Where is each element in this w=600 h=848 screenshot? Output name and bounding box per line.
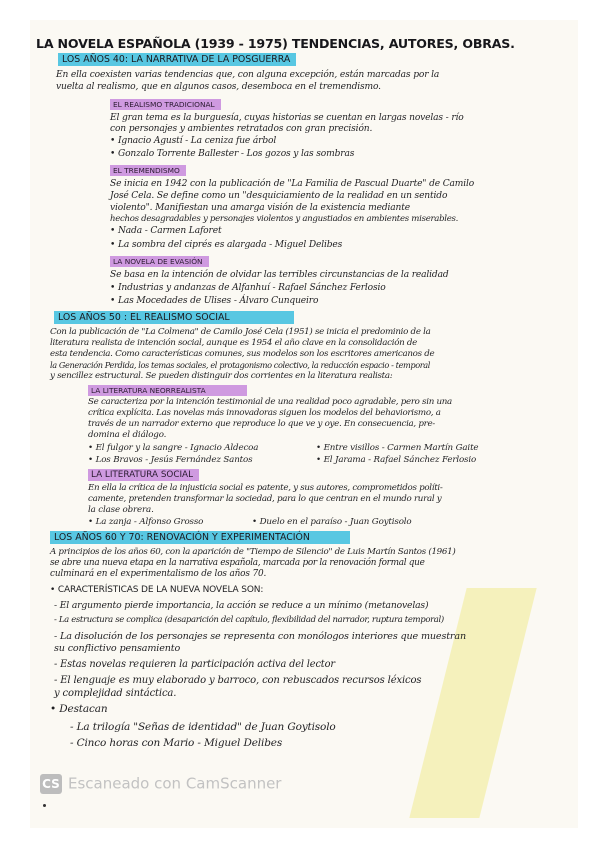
text-line: se abre una nueva etapa en la narrativa española, marcada por la renovación formal que <box>50 558 425 568</box>
features-heading: • CARACTERÍSTICAS DE LA NUEVA NOVELA SON: <box>50 585 264 595</box>
list-item: • Industrias y andanzas de Alfanhuí - Rafael Sánchez Ferlosio <box>110 283 386 293</box>
ink-dot <box>43 804 46 807</box>
subheading-tremendismo: EL TREMENDISMO <box>110 165 186 176</box>
camscanner-logo-icon: CS <box>40 774 62 794</box>
list-item: - Estas novelas requieren la participación activa del lector <box>54 659 335 670</box>
text-line: En ella coexisten varias tendencias que, con alguna excepción, están marcadas por la <box>56 70 440 80</box>
text-line: con personajes y ambientes retratados con gran precisión. <box>110 124 373 134</box>
subheading-literatura-neorrealista: LA LITERATURA NEORREALISTA <box>88 385 247 396</box>
list-item: • El fulgor y la sangre - Ignacio Aldecoa <box>88 443 259 453</box>
subheading-novela-evasion: LA NOVELA DE EVASIÓN <box>110 256 209 267</box>
list-item: • El Jarama - Rafael Sánchez Ferlosio <box>316 455 477 465</box>
text-line: través de un narrador externo que reproduce lo que ve y oye. En consecuencia, pre- <box>88 419 435 429</box>
list-item: • Nada - Carmen Laforet <box>110 226 222 236</box>
text-line: José Cela. Se define como un "desquiciamiento de la realidad en un sentido <box>110 191 448 201</box>
list-item: - El argumento pierde importancia, la acción se reduce a un mínimo (metanovelas) <box>54 600 429 611</box>
watermark-text: Escaneado con CamScanner <box>68 774 282 793</box>
subheading-realismo-tradicional: EL REALISMO TRADICIONAL <box>110 99 221 110</box>
section-heading-60s-70s: LOS AÑOS 60 Y 70: RENOVACIÓN Y EXPERIMENTACIÓN <box>50 531 350 544</box>
list-item: - La disolución de los personajes se representa con monólogos interiores que muestran <box>54 631 466 642</box>
list-item: - El lenguaje es muy elaborado y barroco, con rebuscados recursos léxicos <box>54 675 422 686</box>
list-item: - La estructura se complica (desaparición del capítulo, flexibilidad del narrador, ruptura temporal) <box>54 615 444 625</box>
section-heading-50s: LOS AÑOS 50 : EL REALISMO SOCIAL <box>54 311 294 324</box>
text-line: hechos desagradables y personajes violentos y angustiados en ambientes miserables. <box>110 214 459 224</box>
text-line: culminará en el experimentalismo de los años 70. <box>50 569 267 579</box>
notebook-page <box>30 20 578 828</box>
text-line: vuelta al realismo, que en algunos casos, desemboca en el tremendismo. <box>56 82 381 92</box>
list-item: - La trilogía "Señas de identidad" de Juan Goytisolo <box>70 721 336 733</box>
highlights-heading: • Destacan <box>50 703 108 715</box>
text-line: Se basa en la intención de olvidar las terribles circunstancias de la realidad <box>110 270 449 280</box>
section-heading-40s: LOS AÑOS 40: LA NARRATIVA DE LA POSGUERRA <box>58 53 296 66</box>
text-line: y sencillez estructural. Se pueden distinguir dos corrientes en la literatura realista: <box>50 371 393 381</box>
page-title: LA NOVELA ESPAÑOLA (1939 - 1975) TENDENCIAS, AUTORES, OBRAS. <box>36 36 515 51</box>
text-line: literatura realista de intención social, aunque es 1954 el año clave en la consolidación de <box>50 338 418 348</box>
list-item: • Ignacio Agustí - La ceniza fue árbol <box>110 136 277 146</box>
list-item: • Duelo en el paraíso - Juan Goytisolo <box>252 517 412 527</box>
camscanner-watermark <box>40 774 281 794</box>
text-line: En ella la crítica de la injusticia social es patente, y sus autores, comprometidos políti- <box>88 483 443 493</box>
text-line: Con la publicación de "La Colmena" de Camilo José Cela (1951) se inicia el predominio de la <box>50 327 431 337</box>
text-line: Se caracteriza por la intención testimonial de una realidad poco agradable, pero sin una <box>88 397 452 407</box>
text-line: A principios de los años 60, con la aparición de "Tiempo de Silencio" de Luis Martín Santos (1961) <box>50 547 456 557</box>
text-line: Se inicia en 1942 con la publicación de "La Familia de Pascual Duarte" de Camilo <box>110 179 475 189</box>
list-item-continuation: su conflictivo pensamiento <box>54 643 181 654</box>
text-line: crítica explícita. Las novelas más innovadoras siguen los modelos del behaviorismo, a <box>88 408 441 418</box>
list-item-continuation: y complejidad sintáctica. <box>54 688 177 699</box>
text-line: esta tendencia. Como características comunes, sus modelos son los escritores americanos de <box>50 349 435 359</box>
subheading-literatura-social: LA LITERATURA SOCIAL <box>88 469 199 481</box>
text-line: domina el diálogo. <box>88 430 167 440</box>
list-item: • Entre visillos - Carmen Martín Gaite <box>316 443 479 453</box>
list-item: • Las Mocedades de Ulises - Álvaro Cunqueiro <box>110 296 319 306</box>
list-item: • Los Bravos - Jesús Fernández Santos <box>88 455 253 465</box>
list-item: • La sombra del ciprés es alargada - Miguel Delibes <box>110 240 343 250</box>
list-item: • Gonzalo Torrente Ballester - Los gozos y las sombras <box>110 149 355 159</box>
text-line: camente, pretenden transformar la sociedad, para lo que centran en el mundo rural y <box>88 494 442 504</box>
text-line: la clase obrera. <box>88 505 154 515</box>
text-line: la Generación Perdida, los temas sociales, el protagonismo colectivo, la reducción espacio - temporal <box>50 360 430 370</box>
list-item: • La zanja - Alfonso Grosso <box>88 517 204 527</box>
text-line: El gran tema es la burguesía, cuyas historias se cuentan en largas novelas - río <box>110 113 464 123</box>
text-line: violento". Manifiestan una amarga visión de la existencia mediante <box>110 203 410 213</box>
list-item: - Cinco horas con Mario - Miguel Delibes <box>70 737 283 749</box>
